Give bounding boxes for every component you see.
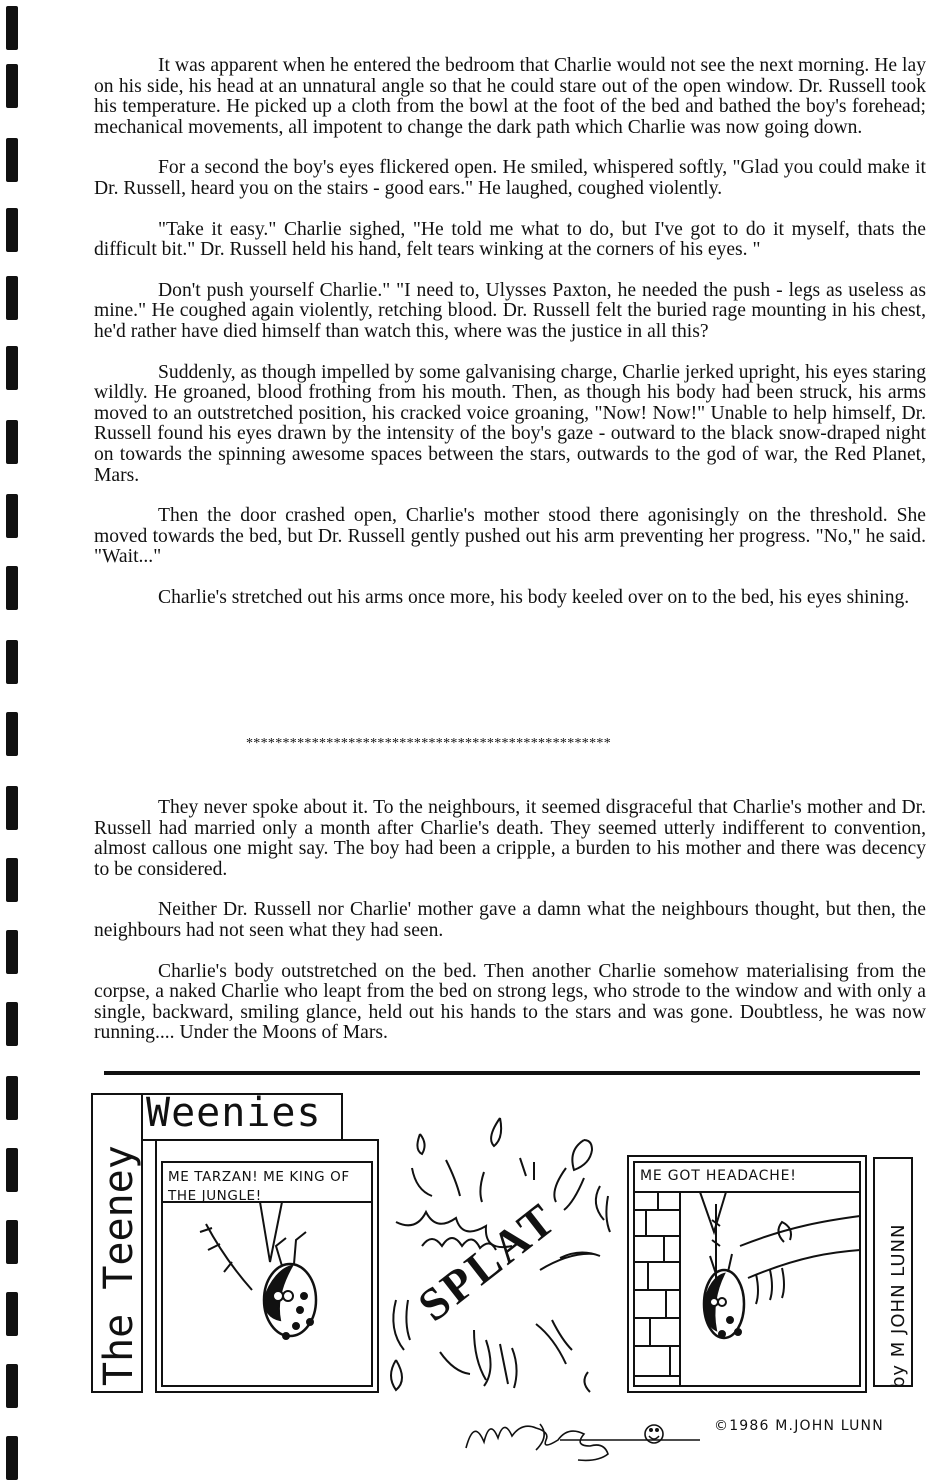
paragraph: "Take it easy." Charlie sighed, "He told me what to do, but I've got to do it myself, thats the difficult bit." Dr. Russell held his hand, felt tears winking at the corners of his eyes. " <box>94 218 926 261</box>
binding-holes <box>6 0 22 1478</box>
paragraph: Charlie's stretched out his arms once more, his body keeled over on to the bed, his eyes shining. <box>158 586 910 608</box>
splat-drops <box>412 1118 592 1210</box>
paragraph: They never spoke about it. To the neighbours, it seemed disgraceful that Charlie's mother and Dr. Russell had married only a month after Charlie's death. They seemed utterly indifferent to convention, almost callous one might say. The boy had been a cripple, a burden to his mother and there was decency to be considered. <box>94 797 926 880</box>
horizontal-rule <box>104 1071 920 1075</box>
paragraph: For a second the boy's eyes flickered open. He smiled, whispered softly, "Glad you could make it Dr. Russell, heard you on the stairs - good ears." He laughed, coughed violently. <box>94 157 926 199</box>
comic-title-teeney: The Teeney <box>96 1145 142 1386</box>
splat-sound-effect: SPLAT <box>408 1192 566 1331</box>
paragraph: Neither Dr. Russell nor Charlie' mother gave a damn what the neighbours thought, but then, the neighbours had not seen what they had seen. <box>94 899 926 941</box>
comic-title-weenies: Weenies <box>146 1090 322 1136</box>
comic-byline: by M JOHN LUNN <box>888 1223 909 1388</box>
copyright-notice: ©1986 M.JOHN LUNN <box>714 1418 884 1434</box>
story-text-part2 <box>94 798 926 1044</box>
panel-2-frame <box>628 1156 866 1392</box>
panel-2-inner <box>634 1162 860 1386</box>
panel-1-speech-bubble: ME TARZAN! ME KING OF THE JUNGLE! <box>168 1169 350 1204</box>
panel-2-speech-bubble: ME GOT HEADACHE! <box>640 1168 797 1184</box>
story-text-part1 <box>94 56 926 608</box>
paragraph: Don't push yourself Charlie." "I need to, Ulysses Paxton, he needed the push - legs as useless as mine." He coughed again violently, retching blood. Dr. Russell felt the buried rage mounting in his chest, he'd rather have died himself than watch this, where was the justice in all this? <box>94 279 926 342</box>
paragraph: Charlie's body outstretched on the bed. Then another Charlie somehow materialising from the corpse, a naked Charlie who leapt from the bed on strong legs, who strode to the window and with only a single, backward, smiling glance, held out his hands to the stars and was gone. Doubtless, he was now running.... Under the Moons of Mars. <box>94 960 926 1044</box>
paragraph: Suddenly, as though impelled by some galvanising charge, Charlie jerked upright, his eyes staring wildly. He groaned, blood frothing from his mouth. Then, as though his body had been struck, his arms moved to an outstretched position, his cracked voice groaning, "Now! Now!" Unable to help himself, Dr. Russell found his eyes drawn by the intensity of the boy's gaze - outward to the black snow-draped night on towards the spinning awesome spaces between the stars, outwards to the god of war, the Red Planet, Mars. <box>94 361 926 486</box>
section-separator: ************************************************** <box>246 736 611 751</box>
paragraph: Then the door crashed open, Charlie's mother stood there agonisingly on the threshold. She moved towards the bed, but Dr. Russell gently pushed out his arm preventing her progress. "No," he said. "Wait..." <box>94 505 926 568</box>
signature-scrawl <box>466 1424 700 1460</box>
paragraph: It was apparent when he entered the bedroom that Charlie would not see the next morning. He lay on his side, his head at an unnatural angle so that he could stare out of the open window. Dr. Russell took his temperature. He picked up a cloth from the bowl at the foot of the bed and bathed the boy's forehead; mechanical movements, all impotent to change the dark path which Charlie was now going down. <box>94 55 926 138</box>
